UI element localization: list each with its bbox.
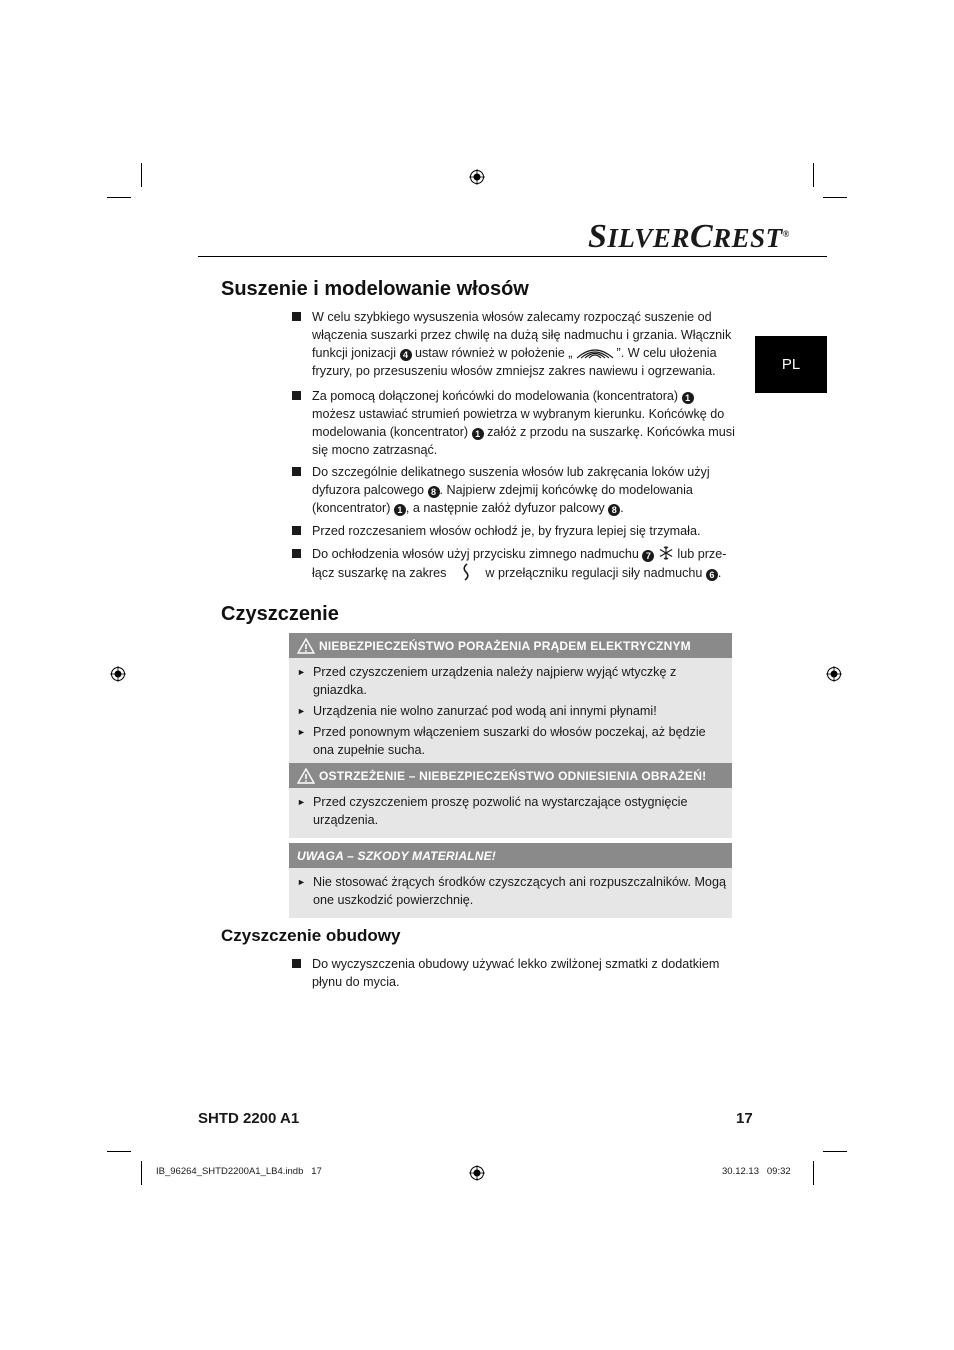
bullet-square-icon [292,526,301,535]
item-number-badge: 7 [642,550,654,562]
crop-mark [141,1161,142,1185]
bullet-square-icon [292,467,301,476]
registration-mark-icon [826,666,842,682]
item-number-badge: 1 [394,504,406,516]
warning-triangle-icon [297,768,315,784]
registration-mark-icon [469,1165,485,1181]
snowflake-icon [658,545,674,561]
list-item: ► Urządzenia nie wolno zanurzać pod wodą ani innymi płynami! [297,704,657,718]
subsection-title: Czyszczenie obudowy [221,926,401,945]
bullet-square-icon [292,312,301,321]
caution-box [289,843,732,918]
list-item: ► Przed czyszczeniem urządzenia należy najpierw wyjąć wtyczkę z gniazdka. [297,665,677,697]
warning-heading: OSTRZEŻENIE – NIEBEZPIECZEŃSTWO ODNIESIENIA OBRAŻEŃ! [289,763,732,788]
registration-mark-icon [469,169,485,185]
crop-mark [141,163,142,187]
warning-box [289,633,732,768]
list-item: Za pomocą dołączonej końcówki do modelowania (koncentratora) 1 możesz ustawiać strumień powietrza w wybranym kierunku. Końcówkę do modelowania (koncentrator) 1 załóż z przodu na suszarkę. Końcówka musi się mocno zatrzasnąć. [292,387,737,459]
item-number-badge: 1 [682,392,694,404]
model-number: SHTD 2200 A1 [198,1110,300,1127]
arrow-bullet-icon: ► [297,877,306,887]
list-item: ► Nie stosować żrących środków czyszczących ani rozpuszczalników. Mogą one uszkodzić powierzchnię. [297,875,726,907]
arrow-bullet-icon: ► [297,797,306,807]
crop-mark [823,197,847,198]
list-item: ► Przed ponownym włączeniem suszarki do włosów poczekaj, aż będzie ona zupełnie sucha. [297,725,706,757]
language-tab: PL [755,336,827,393]
list-item: Do ochłodzenia włosów użyj przycisku zimnego nadmuchu 7 lub prze- łącz suszarkę na zakres w przełączniku regulacji siły nadmuchu 6 . [292,545,737,582]
warning-heading: NIEBEZPIECZEŃSTWO PORAŻENIA PRĄDEM ELEKTRYCZNYM [289,633,732,658]
print-slug-file: IB_96264_SHTD2200A1_LB4.indb 17 [156,1166,322,1177]
item-number-badge: 6 [706,569,718,581]
crop-mark [107,1151,131,1152]
crop-mark [823,1151,847,1152]
item-number-badge: 1 [472,428,484,440]
warning-box [289,763,732,838]
bullet-square-icon [292,391,301,400]
item-number-badge: 8 [608,504,620,516]
item-number-badge: 8 [428,486,440,498]
arrow-bullet-icon: ► [297,667,306,677]
page-number: 17 [736,1110,753,1127]
list-item: W celu szybkiego wysuszenia włosów zalecamy rozpocząć suszenie od włączenia suszarki przez chwilę na dużą siłę nadmuchu i grzania. Włącznik funkcji jonizacji 4 ustaw również w położenie „ ”. W celu ułożenia fryzury, po przesuszeniu włosów zmniejsz zakres nawiewu i ogrzewania. [292,308,737,380]
list-item: Przed rozczesaniem włosów ochłodź je, by fryzura lepiej się trzymała. [292,522,737,540]
section-title: Suszenie i modelowanie włosów [221,278,529,300]
crop-mark [107,197,131,198]
bullet-square-icon [292,549,301,558]
list-item: ► Przed czyszczeniem proszę pozwolić na wystarczające ostygnięcie urządzenia. [297,795,688,827]
crop-mark [813,163,814,187]
caution-heading: UWAGA – SZKODY MATERIALNE! [289,843,732,868]
list-item: Do szczególnie delikatnego suszenia włosów lub zakręcania loków użyj dyfuzora palcowego 8 . Najpierw zdejmij końcówkę do modelowania (koncentrator) 1 , a następnie załóż dyfuzor palcowy 8 . [292,463,737,517]
header-rule [198,256,827,257]
item-number-badge: 4 [400,349,412,361]
crop-mark [813,1161,814,1185]
warning-triangle-icon [297,638,315,654]
brand-logo: SILVERCREST® [588,218,790,255]
print-slug-date: 30.12.13 09:32 [722,1166,791,1177]
section-title: Czyszczenie [221,603,339,625]
arrow-bullet-icon: ► [297,706,306,716]
list-item: Do wyczyszczenia obudowy używać lekko zwilżonej szmatki z dodatkiem płynu do mycia. [292,955,737,991]
registration-mark-icon [110,666,126,682]
low-airflow-icon [458,563,474,581]
bullet-square-icon [292,959,301,968]
arrow-bullet-icon: ► [297,727,306,737]
ionization-wave-icon [573,344,617,360]
